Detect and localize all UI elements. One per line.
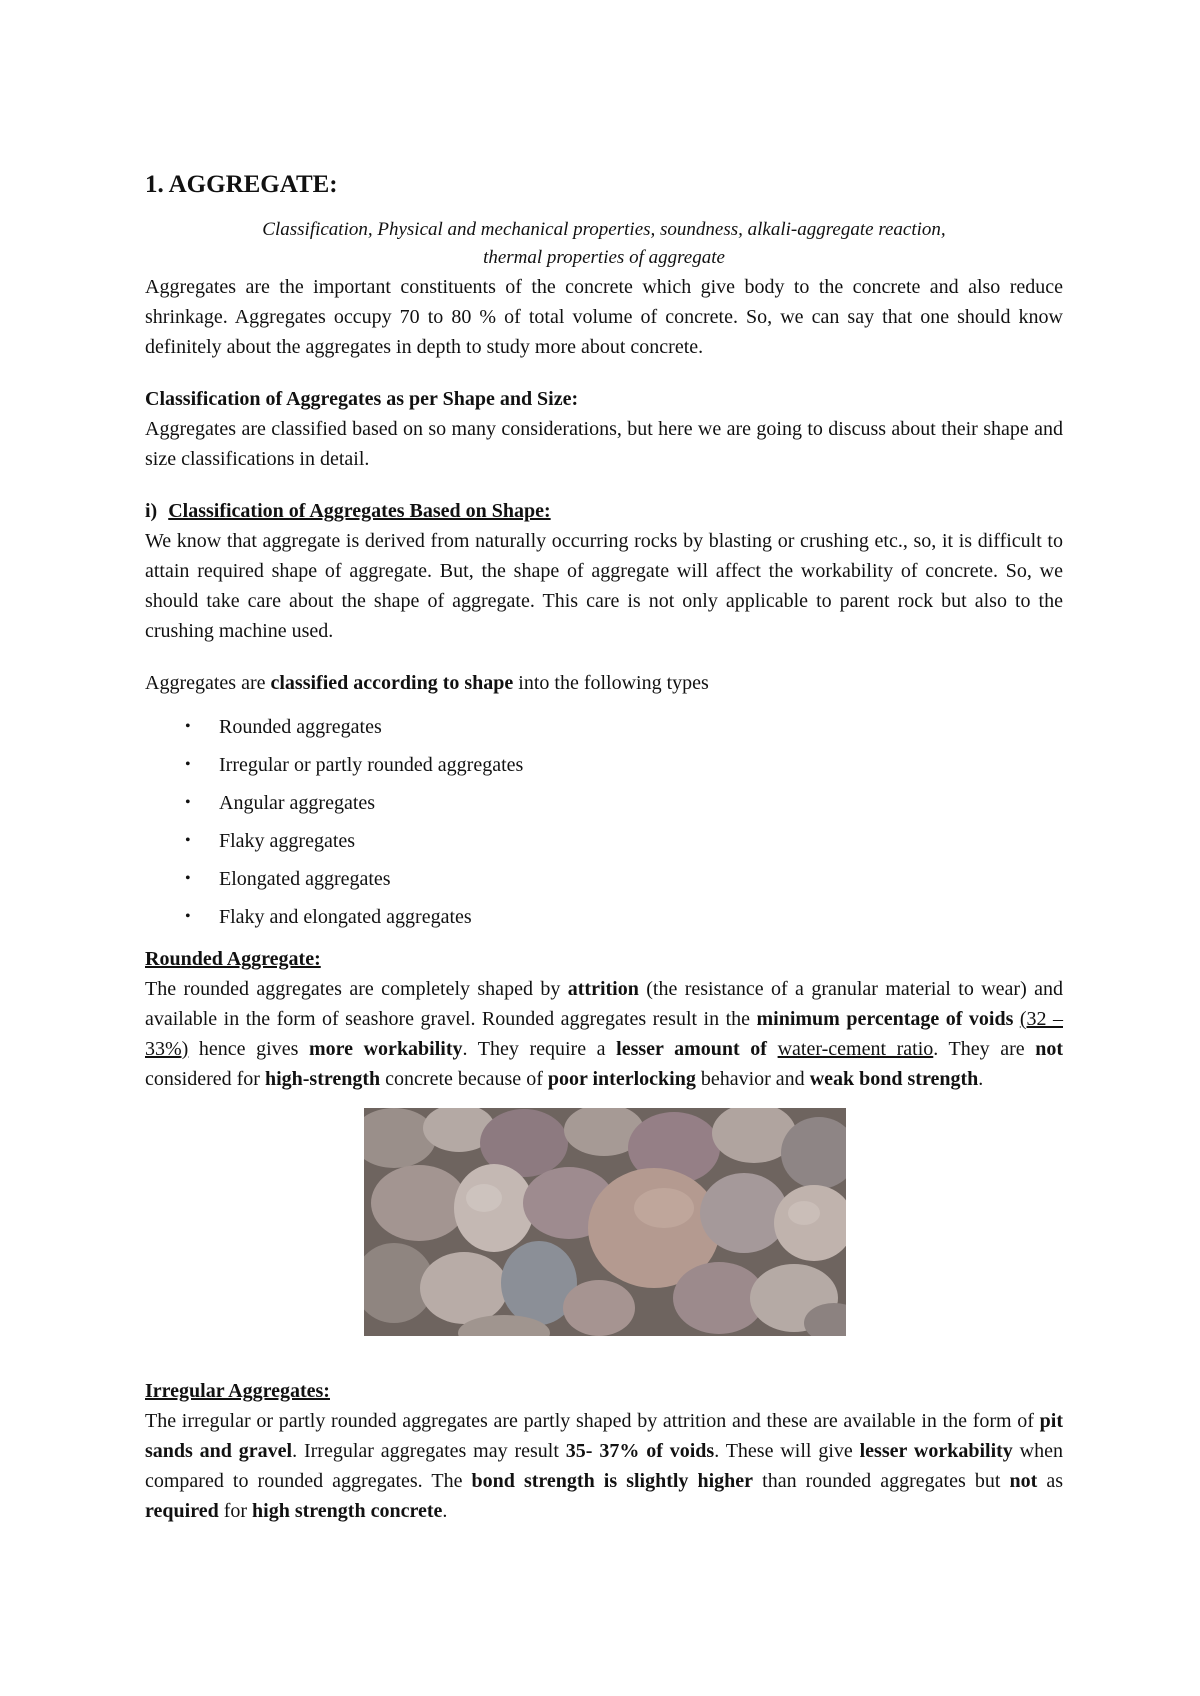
list-item: • Elongated aggregates — [183, 860, 1063, 898]
irregular-heading: Irregular Aggregates: — [145, 1380, 330, 1402]
bullet-icon: • — [185, 718, 191, 735]
list-item: • Rounded aggregates — [183, 708, 1063, 746]
rounded-paragraph: The rounded aggregates are completely shaped by attrition (the resistance of a granular material to wear) and available in the form of seashore gravel. Rounded aggregates result in the minimum percentage of voids (32 – 33%) hence gives more workability. They require a lesser amount of water-cement ratio. They are not considered for high-strength concrete because of poor interlocking behavior and weak bond strength. — [145, 978, 1064, 1090]
types-intro: Aggregates are classified according to shape into the following types — [145, 672, 709, 694]
bullet-icon: • — [185, 756, 191, 773]
irregular-paragraph: The irregular or partly rounded aggregates are partly shaped by attrition and these are available in the form of pit sands and gravel. Irregular aggregates may result 35- 37% of voids. These will give lesser workability when compared to rounded aggregates. The bond strength is slightly higher than rounded aggregates but not as required for high strength concrete. — [145, 1410, 1063, 1522]
shape-section-heading — [145, 496, 1063, 526]
intro-paragraph: Aggregates are the important constituents of the concrete which give body to the concrete and also reduce shrinkage. Aggregates occupy 70 to 80 % of total volume of concrete. So, we can say that one should know definitely about the aggregates in depth to study more about concrete. — [145, 276, 1063, 358]
classification-paragraph: Aggregates are classified based on so many considerations, but here we are going to discuss about their shape and size classifications in detail. — [145, 418, 1063, 470]
subtitle-line-2: thermal properties of aggregate — [483, 247, 725, 268]
rounded-pebbles-photo — [364, 1108, 846, 1336]
shape-section-title: Classification of Aggregates Based on Shape: — [168, 500, 551, 522]
bullet-icon: • — [185, 794, 191, 811]
bullet-icon: • — [185, 870, 191, 887]
list-item: • Irregular or partly rounded aggregates — [183, 746, 1063, 784]
shape-types-list — [145, 708, 1063, 936]
document-content — [145, 168, 1063, 1526]
bullet-icon: • — [185, 908, 191, 925]
shape-section-number: i) — [145, 500, 158, 522]
list-item: • Flaky and elongated aggregates — [183, 898, 1063, 936]
classification-heading: Classification of Aggregates as per Shape and Size: — [145, 388, 579, 410]
list-item: • Angular aggregates — [183, 784, 1063, 822]
rounded-heading: Rounded Aggregate: — [145, 948, 321, 970]
page-title: 1. AGGREGATE: — [145, 171, 338, 198]
subtitle-line-1: Classification, Physical and mechanical properties, soundness, alkali-aggregate reaction, — [262, 219, 946, 240]
pebbles-image — [364, 1108, 846, 1336]
list-item: • Flaky aggregates — [183, 822, 1063, 860]
shape-section-paragraph: We know that aggregate is derived from naturally occurring rocks by blasting or crushing etc., so, it is difficult to attain required shape of aggregate. But, the shape of aggregate will affect the workability of concrete. So, we should take care about the shape of aggregate. This care is not only applicable to parent rock but also to the crushing machine used. — [145, 530, 1063, 642]
bullet-icon: • — [185, 832, 191, 849]
